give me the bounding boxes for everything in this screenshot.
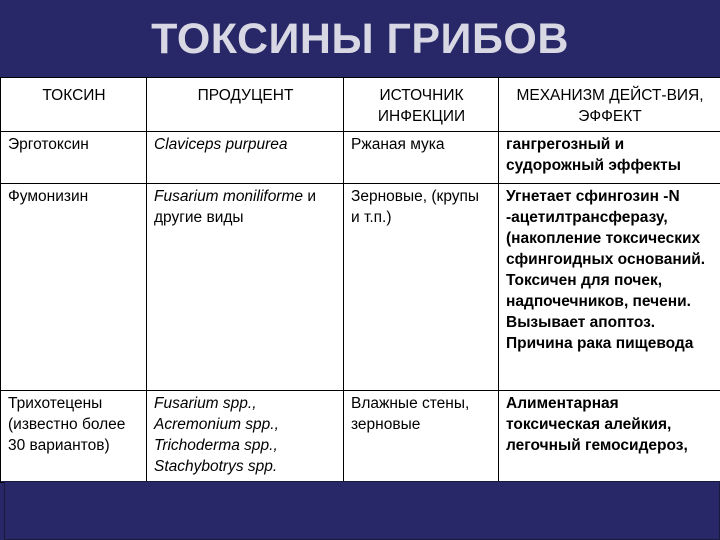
cell-toxin: Трихотецены (известно более 30 вариантов) (1, 391, 147, 483)
toxins-table (0, 77, 720, 483)
producer-italic: Fusarium spp., Acremonium spp., Trichoderma spp., Stachybotrys spp. (154, 395, 279, 475)
cell-mechanism: Угнетает сфингозин -N -ацетилтрансферазу, (накопление токсических сфингоидных оснований. Токсичен для почек, надпочечников, печени. Вызывает апоптоз. Причина рака пищевода (499, 184, 720, 391)
cell-mechanism: гангрегозный и судорожный эффекты (499, 132, 720, 184)
header-source: ИСТОЧНИК ИНФЕКЦИИ (344, 78, 499, 132)
cell-producer (147, 132, 344, 184)
producer-italic: Fusarium moniliforme (154, 188, 304, 205)
producer-normal: и другие виды (154, 188, 316, 226)
header-producer: ПРОДУЦЕНТ (147, 78, 344, 132)
cell-mechanism: Алиментарная токсическая алейкия, легочный гемосидероз, (499, 391, 720, 483)
bottom-band (4, 481, 720, 540)
table-row (1, 184, 720, 391)
slide-title: ТОКСИНЫ ГРИБОВ (151, 15, 569, 63)
cell-toxin: Фумонизин (1, 184, 147, 391)
cell-source: Ржаная мука (344, 132, 499, 184)
cell-source: Зерновые, (крупы и т.п.) (344, 184, 499, 391)
cell-producer (147, 184, 344, 391)
cell-toxin: Эрготоксин (1, 132, 147, 184)
table-panel (0, 77, 720, 481)
header-mechanism: МЕХАНИЗМ ДЕЙСТ-ВИЯ, ЭФФЕКТ (499, 78, 720, 132)
table-row (1, 132, 720, 184)
table-header-row (1, 78, 720, 132)
producer-italic: Claviceps purpurea (154, 136, 288, 153)
cell-producer (147, 391, 344, 483)
header-toxin: ТОКСИН (1, 78, 147, 132)
cell-source: Влажные стены, зерновые (344, 391, 499, 483)
table-row (1, 391, 720, 483)
